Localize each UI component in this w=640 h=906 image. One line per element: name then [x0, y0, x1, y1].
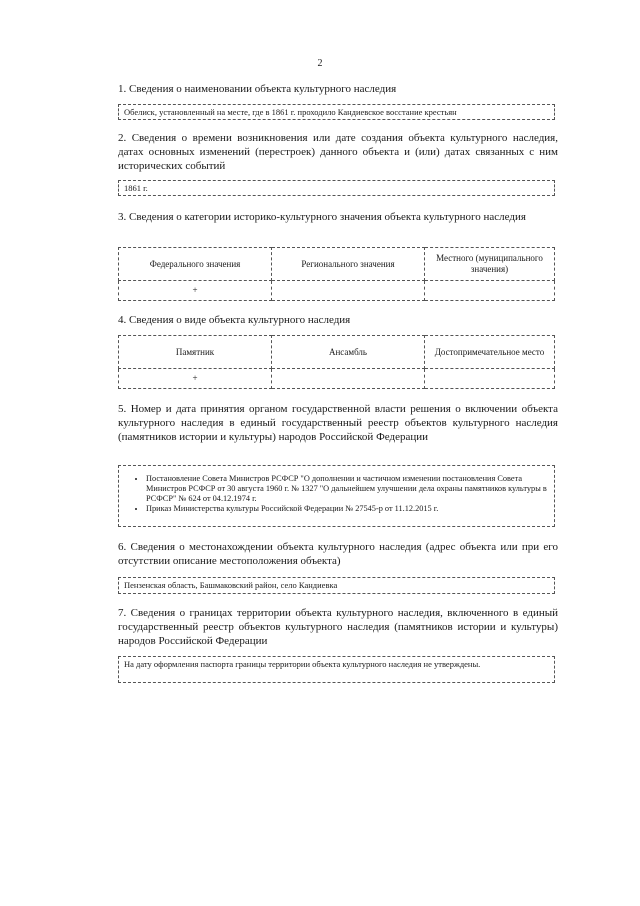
table-header-cell: Регионального значения [272, 248, 425, 281]
table-header-cell: Ансамбль [272, 336, 425, 369]
table-header-cell: Памятник [119, 336, 272, 369]
section-1-value: Обелиск, установленный на месте, где в 1861 г. проходило Кандиевское восстание крестьян [118, 104, 555, 120]
table-cell [272, 369, 425, 389]
table-header-cell: Федерального значения [119, 248, 272, 281]
section-6-heading: 6. Сведения о местонахождении объекта культурного наследия (адрес объекта или при его отсутствии описание местоположения объекта) [118, 541, 558, 567]
section-2-heading: 2. Сведения о времени возникновения или дате создания объекта культурного наследия, датах основных изменений (перестроек) данного объекта и (или) датах связанных с ним исторических событий [118, 132, 558, 172]
table-cell [272, 281, 425, 301]
table-cell: + [119, 281, 272, 301]
section-4-table [118, 335, 555, 389]
section-5-list [124, 474, 549, 514]
section-6-value: Пензенская область, Башмаковский район, село Кандиевка [118, 577, 555, 594]
table-header-cell: Местного (муниципального значения) [425, 248, 555, 281]
section-3-heading: 3. Сведения о категории историко-культурного значения объекта культурного наследия [118, 211, 526, 223]
section-5-list-box [118, 465, 555, 527]
section-5-heading: 5. Номер и дата принятия органом государственной власти решения о включении объекта культурного наследия в единый государственный реестр объектов культурного наследия (памятников истории и культуры) народов Российской Федерации [118, 403, 558, 443]
section-7-heading: 7. Сведения о границах территории объекта культурного наследия, включенного в единый государственный реестр объектов культурного наследия (памятников истории и культуры) народов Российской Федерации [118, 607, 558, 647]
list-item: • Постановление Совета Министров РСФСР "О дополнении и частичном изменении постановления Совета Министров РСФСР от 30 августа 1960 г. № 1327 "О дальнейшем улучшении дела охраны памятников культуры в РСФСР" № 624 от 04.12.1974 г. [146, 474, 549, 504]
table-header-cell: Достопримечательное место [425, 336, 555, 369]
section-2-value: 1861 г. [118, 180, 555, 196]
list-item: • Приказ Министерства культуры Российской Федерации № 27545-р от 11.12.2015 г. [146, 504, 549, 514]
page-number: 2 [317, 58, 323, 69]
table-cell [425, 281, 555, 301]
section-4-heading: 4. Сведения о виде объекта культурного наследия [118, 314, 351, 326]
table-cell [425, 369, 555, 389]
table-cell: + [119, 369, 272, 389]
section-7-value: На дату оформления паспорта границы территории объекта культурного наследия не утверждены. [118, 656, 555, 683]
section-1-heading: 1. Сведения о наименовании объекта культурного наследия [118, 83, 397, 95]
section-3-table [118, 247, 555, 301]
